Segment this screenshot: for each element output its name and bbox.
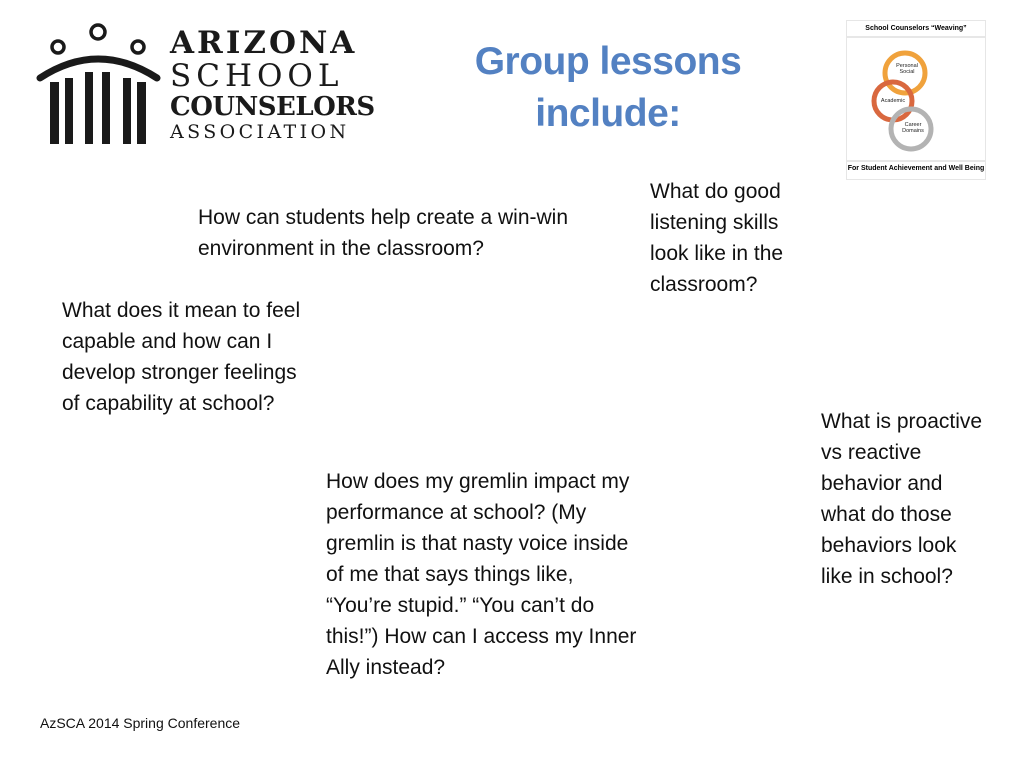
logo-line-1: ARIZONA <box>170 25 358 61</box>
azsca-logo <box>36 20 375 148</box>
question-gremlin: How does my gremlin impact my performance at school? (My gremlin is that nasty voice inside of me that says things like, “You’re stupid.” “You can’t do this!”) How can I access my Inner Ally instead? <box>326 470 637 679</box>
logo-line-4: ASSOCIATION <box>170 121 350 143</box>
weaving-diagram <box>846 20 986 180</box>
logo-line-3: COUNSELORS <box>170 92 375 122</box>
question-capable: What does it mean to feel capable and how can I develop stronger feelings of capability at school? <box>62 299 301 415</box>
domain-career: Career Domains <box>902 122 924 135</box>
question-listening: What do good listening skills look like in the classroom? <box>650 180 784 296</box>
logo-wordmark <box>170 25 375 143</box>
slide-title <box>458 36 758 140</box>
domain-personal-social: Personal Social <box>896 63 918 76</box>
weaving-title: School Counselors “Weaving” <box>865 25 967 32</box>
question-proactive: What is proactive vs reactive behavior and what do those behaviors look like in school? <box>821 410 983 588</box>
title-line-2: include: <box>535 92 681 135</box>
logo-line-2: SCHOOL <box>170 58 344 94</box>
slide-footer: AzSCA 2014 Spring Conference <box>40 715 241 731</box>
weaving-footer: For Student Achievement and Well Being <box>847 165 985 172</box>
question-win-win: How can students help create a win-win environment in the classroom? <box>198 206 569 260</box>
weaving-rings-icon <box>847 21 985 179</box>
domain-academic: Academic <box>880 98 906 104</box>
title-line-1: Group lessons <box>474 40 742 83</box>
logo-figures-icon <box>36 20 161 148</box>
